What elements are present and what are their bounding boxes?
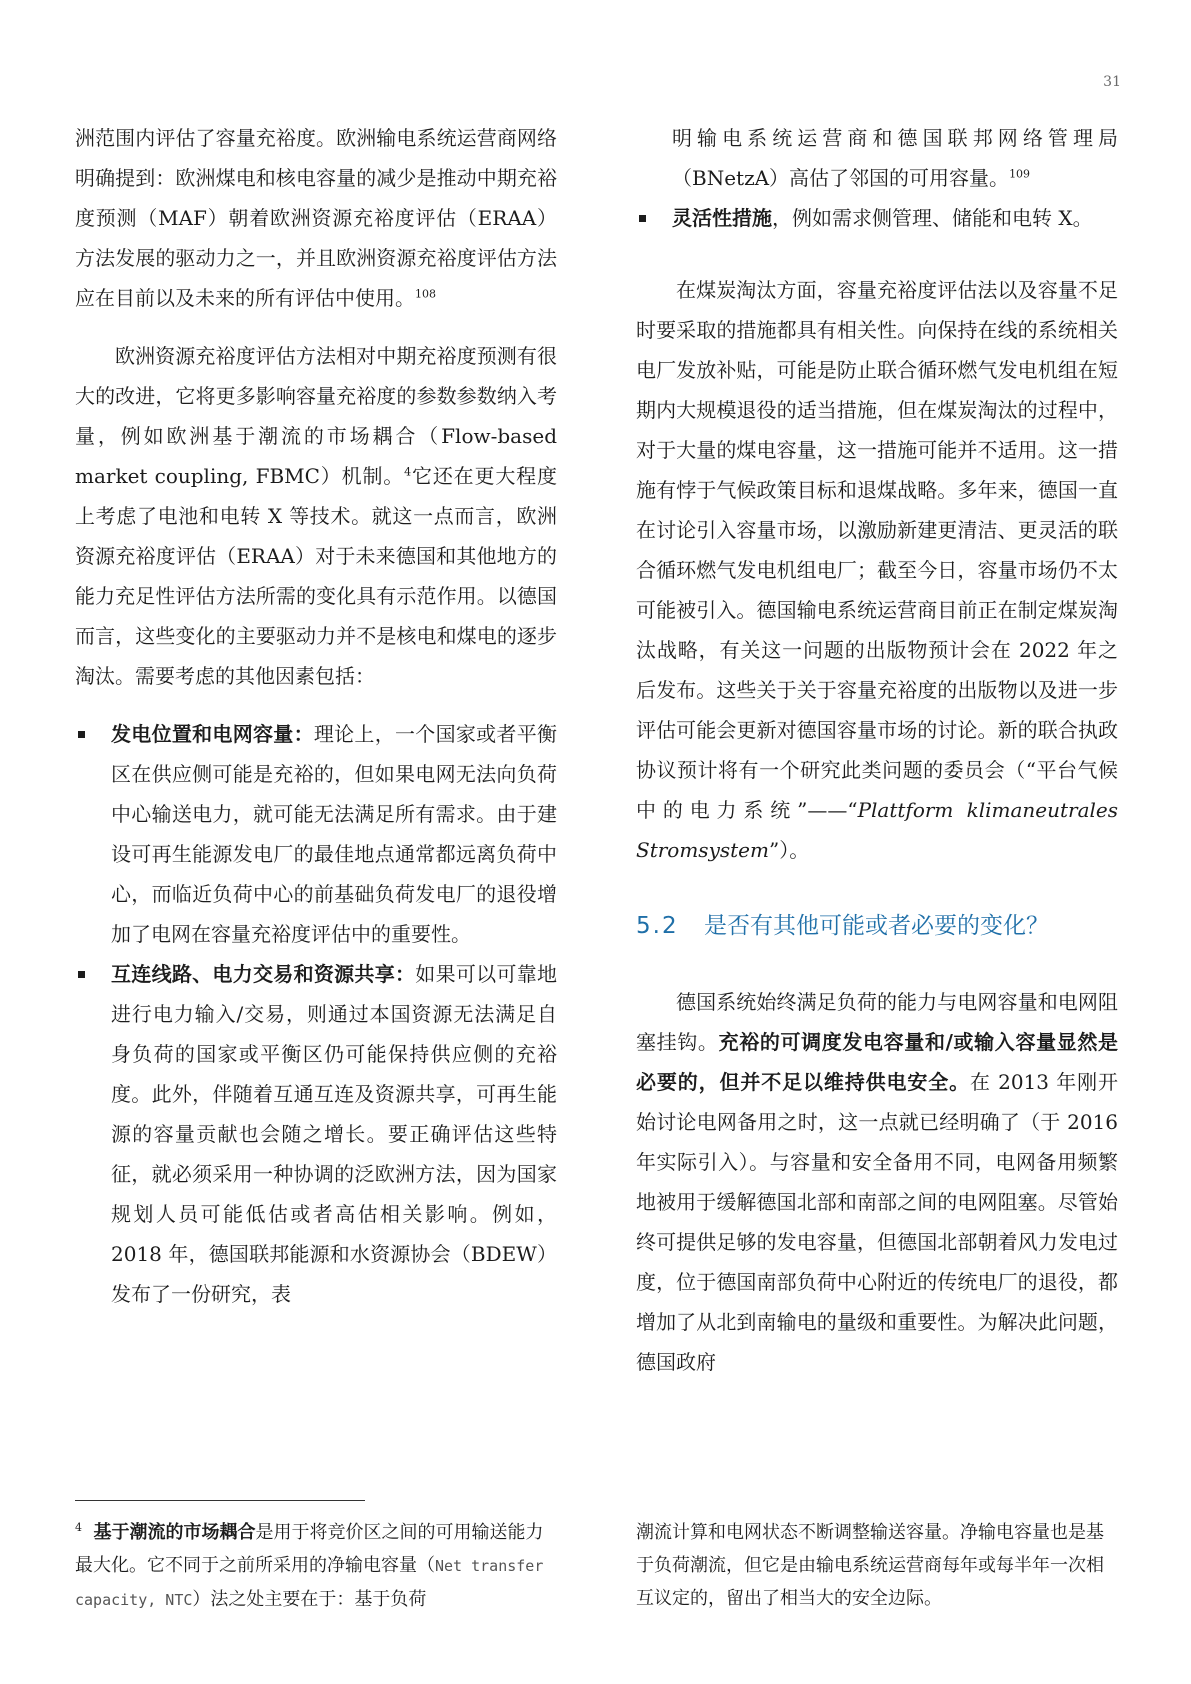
bullet-text: 如果可以可靠地进行电力输入/交易，则通过本国资源无法满足自身负荷的国家或平衡区仍可能保持供应侧的充裕度。此外，伴随着互通互连及资源共享，可再生能源的容量贡献也会随之增长。要正确评估这些特征，就必须采用一种协调的泛欧洲方法，因为国家规划人员可能低估或者高估相关影响。例如，2018 年，德国联邦能源和水资源协会（BDEW）发布了一份研究，表: [111, 962, 558, 1306]
paragraph-text: 在煤炭淘汰方面，容量充裕度评估法以及容量不足时要采取的措施都具有相关性。向保持在线的系统相关电厂发放补贴，可能是防止联合循环燃气发电机组在短期内大规模退役的适当措施，但在煤炭淘汰的过程中，对于大量的煤电容量，这一措施可能并不适用。这一措施有悖于气候政策目标和退煤战略。多年来，德国一直在讨论引入容量市场，以激励新建更清洁、更灵活的联合循环燃气发电机组电厂；截至今日，容量市场仍不太可能被引入。德国输电系统运营商目前正在制定煤炭淘汰战略，有关这一问题的出版物预计会在 2022 年之后发布。这些关于关于容量充裕度的出版物以及进一步评估可能会更新对德国容量市场的讨论。新的联合执政协议预计将有一个研究此类问题的委员会（“平台气候中的电力系统”——“: [636, 278, 1118, 822]
left-column: [75, 118, 557, 1314]
paragraph: [75, 336, 557, 696]
footnote-text: ）法之处主要在于：基于负荷: [192, 1589, 427, 1610]
paragraph: [636, 982, 1118, 1382]
section-number: 5.2: [636, 913, 679, 939]
list-item: [75, 714, 557, 954]
footnote-continuation: 潮流计算和电网状态不断调整输送容量。净输电容量也是基于负荷潮流，但它是由输电系统运营商每年或每半年一次相互议定的，留出了相当大的安全边际。: [636, 1522, 1104, 1609]
footnote-ref[interactable]: 4: [404, 465, 412, 479]
paragraph-text: 在 2013 年刚开始讨论电网备用之时，这一点就已经明确了（于 2016 年实际引入）。与容量和安全备用不同，电网备用频繁地被用于缓解德国北部和南部之间的电网阻塞。尽管始终可提供足够的发电容量，但德国北部朝着风力发电过度，位于德国南部负荷中心附近的传统电厂的退役，都增加了从北到南输电的量级和重要性。为解决此问题，德国政府: [636, 1070, 1118, 1374]
bullet-list: [636, 198, 1118, 238]
endnote-ref[interactable]: 109: [1009, 167, 1031, 181]
italic-term: Plattform klimaneutrales Stromsystem: [636, 798, 1119, 862]
paragraph-text: 它还在更大程度上考虑了电池和电转 X 等技术。就这一点而言，欧洲资源充裕度评估（ERAA）对于未来德国和其他地方的能力充足性评估方法所需的变化具有示范作用。以德国而言，这些变化的主要驱动力并不是核电和煤电的逐步淘汰。需要考虑的其他因素包括：: [75, 464, 557, 688]
bullet-heading: 发电位置和电网容量：: [111, 722, 314, 746]
footnote-heading: 基于潮流的市场耦合: [93, 1522, 256, 1543]
paragraph: [636, 270, 1118, 870]
paragraph-text: 洲范围内评估了容量充裕度。欧洲输电系统运营商网络明确提到：欧洲煤电和核电容量的减少是推动中期充裕度预测（MAF）朝着欧洲资源充裕度评估（ERAA）方法发展的驱动力之一，并且欧洲资源充裕度评估方法应在目前以及未来的所有评估中使用。: [75, 126, 557, 310]
list-item: [75, 954, 557, 1314]
footnote: [75, 1516, 557, 1617]
paragraph: [75, 118, 557, 318]
bullet-list: [75, 714, 557, 1314]
bullet-heading: 灵活性措施: [672, 206, 772, 230]
paragraph-text: ”）。: [768, 838, 810, 862]
footnote-marker: 4: [75, 1521, 82, 1534]
footnote-term: Net transfer capacity, NTC: [75, 1557, 544, 1609]
bullet-text: 明输电系统运营商和德国联邦网络管理局（BNetzA）高估了邻国的可用容量。: [672, 126, 1118, 190]
section-title: 是否有其他可能或者必要的变化？: [704, 913, 1049, 939]
right-column: [636, 118, 1118, 1382]
bold-emphasis: 充裕的可调度发电容量和/或输入容量显然是必要的，但并不足以维持供电安全。: [636, 1030, 1119, 1094]
bullet-heading: 互连线路、电力交易和资源共享：: [111, 962, 416, 986]
endnote-ref[interactable]: 108: [415, 287, 436, 301]
bullet-text: 理论上，一个国家或者平衡区在供应侧可能是充裕的，但如果电网无法向负荷中心输送电力，就可能无法满足所有需求。由于建设可再生能源发电厂的最佳地点通常都远离负荷中心，而临近负荷中心的前基础负荷发电厂的退役增加了电网在容量充裕度评估中的重要性。: [111, 722, 558, 946]
page-number: 31: [1103, 74, 1121, 90]
footnote-text: 是用于将竞价区之间的可用输送能力最大化。它不同于之前所采用的净输电容量（: [75, 1522, 544, 1576]
bullet-continuation: [636, 118, 1118, 198]
paragraph-text: 德国系统始终满足负荷的能力与电网容量和电网阻塞挂钩。: [636, 990, 1118, 1054]
paragraph-text: 欧洲资源充裕度评估方法相对中期充裕度预测有很大的改进，它将更多影响容量充裕度的参数参数纳入考量，例如欧洲基于潮流的市场耦合（Flow-based market coupling, FBMC）机制。: [75, 344, 557, 488]
bullet-text: ，例如需求侧管理、储能和电转 X。: [772, 206, 1093, 230]
section-heading: [636, 870, 1118, 982]
footnote-divider: [75, 1500, 365, 1501]
list-item: [636, 198, 1118, 238]
